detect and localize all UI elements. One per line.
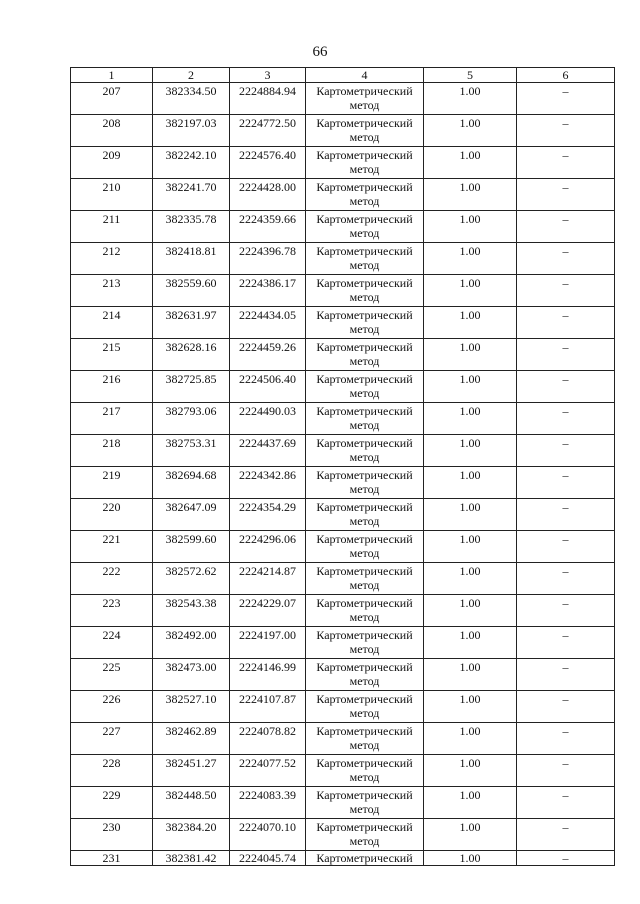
note-cell: –	[517, 435, 615, 467]
table-row	[71, 851, 615, 866]
y-coordinate-cell: 2224490.03	[230, 403, 306, 435]
point-number-cell: 229	[71, 787, 153, 819]
y-coordinate-cell: 2224045.74	[230, 851, 306, 866]
column-header: 5	[424, 68, 517, 83]
y-coordinate-cell: 2224884.94	[230, 83, 306, 115]
method-cell: Картометрический метод	[306, 275, 424, 307]
method-cell: Картометрический метод	[306, 787, 424, 819]
table-row	[71, 627, 615, 659]
point-number-cell: 213	[71, 275, 153, 307]
method-cell: Картометрический метод	[306, 499, 424, 531]
x-coordinate-cell: 382793.06	[153, 403, 230, 435]
table-row	[71, 563, 615, 595]
x-coordinate-cell: 382599.60	[153, 531, 230, 563]
method-cell: Картометрический метод	[306, 339, 424, 371]
note-cell: –	[517, 403, 615, 435]
table-row	[71, 595, 615, 627]
y-coordinate-cell: 2224434.05	[230, 307, 306, 339]
point-number-cell: 209	[71, 147, 153, 179]
precision-cell: 1.00	[424, 307, 517, 339]
method-cell: Картометрический метод	[306, 115, 424, 147]
y-coordinate-cell: 2224459.26	[230, 339, 306, 371]
x-coordinate-cell: 382381.42	[153, 851, 230, 866]
precision-cell: 1.00	[424, 147, 517, 179]
y-coordinate-cell: 2224576.40	[230, 147, 306, 179]
y-coordinate-cell: 2224070.10	[230, 819, 306, 851]
y-coordinate-cell: 2224296.06	[230, 531, 306, 563]
method-cell: Картометрический метод	[306, 563, 424, 595]
table-row	[71, 243, 615, 275]
x-coordinate-cell: 382492.00	[153, 627, 230, 659]
column-header: 6	[517, 68, 615, 83]
point-number-cell: 223	[71, 595, 153, 627]
precision-cell: 1.00	[424, 563, 517, 595]
x-coordinate-cell: 382197.03	[153, 115, 230, 147]
method-cell: Картометрический метод	[306, 467, 424, 499]
table-row	[71, 819, 615, 851]
y-coordinate-cell: 2224506.40	[230, 371, 306, 403]
x-coordinate-cell: 382572.62	[153, 563, 230, 595]
x-coordinate-cell: 382753.31	[153, 435, 230, 467]
precision-cell: 1.00	[424, 339, 517, 371]
method-cell: Картометрический метод	[306, 691, 424, 723]
method-cell: Картометрический метод	[306, 435, 424, 467]
precision-cell: 1.00	[424, 787, 517, 819]
note-cell: –	[517, 499, 615, 531]
note-cell: –	[517, 467, 615, 499]
point-number-cell: 215	[71, 339, 153, 371]
point-number-cell: 207	[71, 83, 153, 115]
precision-cell: 1.00	[424, 627, 517, 659]
table-row	[71, 691, 615, 723]
table-row	[71, 435, 615, 467]
method-cell: Картометрический метод	[306, 531, 424, 563]
precision-cell: 1.00	[424, 851, 517, 866]
x-coordinate-cell: 382694.68	[153, 467, 230, 499]
point-number-cell: 231	[71, 851, 153, 866]
x-coordinate-cell: 382448.50	[153, 787, 230, 819]
precision-cell: 1.00	[424, 499, 517, 531]
table-row	[71, 659, 615, 691]
precision-cell: 1.00	[424, 755, 517, 787]
y-coordinate-cell: 2224146.99	[230, 659, 306, 691]
precision-cell: 1.00	[424, 723, 517, 755]
x-coordinate-cell: 382334.50	[153, 83, 230, 115]
precision-cell: 1.00	[424, 403, 517, 435]
x-coordinate-cell: 382559.60	[153, 275, 230, 307]
table-row	[71, 179, 615, 211]
x-coordinate-cell: 382527.10	[153, 691, 230, 723]
method-cell: Картометрический метод	[306, 627, 424, 659]
precision-cell: 1.00	[424, 819, 517, 851]
table-row	[71, 531, 615, 563]
note-cell: –	[517, 83, 615, 115]
y-coordinate-cell: 2224197.00	[230, 627, 306, 659]
column-header: 2	[153, 68, 230, 83]
x-coordinate-cell: 382543.38	[153, 595, 230, 627]
y-coordinate-cell: 2224229.07	[230, 595, 306, 627]
precision-cell: 1.00	[424, 435, 517, 467]
table-row	[71, 275, 615, 307]
x-coordinate-cell: 382242.10	[153, 147, 230, 179]
x-coordinate-cell: 382418.81	[153, 243, 230, 275]
table-row	[71, 339, 615, 371]
column-header: 1	[71, 68, 153, 83]
point-number-cell: 226	[71, 691, 153, 723]
x-coordinate-cell: 382241.70	[153, 179, 230, 211]
table-row	[71, 115, 615, 147]
y-coordinate-cell: 2224428.00	[230, 179, 306, 211]
y-coordinate-cell: 2224772.50	[230, 115, 306, 147]
note-cell: –	[517, 787, 615, 819]
note-cell: –	[517, 627, 615, 659]
x-coordinate-cell: 382473.00	[153, 659, 230, 691]
y-coordinate-cell: 2224354.29	[230, 499, 306, 531]
table-row	[71, 499, 615, 531]
x-coordinate-cell: 382631.97	[153, 307, 230, 339]
y-coordinate-cell: 2224078.82	[230, 723, 306, 755]
point-number-cell: 222	[71, 563, 153, 595]
coordinates-table	[70, 67, 615, 866]
method-cell: Картометрический метод	[306, 723, 424, 755]
point-number-cell: 210	[71, 179, 153, 211]
method-cell: Картометрический метод	[306, 211, 424, 243]
point-number-cell: 230	[71, 819, 153, 851]
method-cell: Картометрический метод	[306, 307, 424, 339]
y-coordinate-cell: 2224386.17	[230, 275, 306, 307]
table-row	[71, 211, 615, 243]
x-coordinate-cell: 382628.16	[153, 339, 230, 371]
method-cell: Картометрический метод	[306, 659, 424, 691]
note-cell: –	[517, 595, 615, 627]
method-cell: Картометрический метод	[306, 595, 424, 627]
note-cell: –	[517, 659, 615, 691]
note-cell: –	[517, 115, 615, 147]
y-coordinate-cell: 2224342.86	[230, 467, 306, 499]
x-coordinate-cell: 382725.85	[153, 371, 230, 403]
x-coordinate-cell: 382462.89	[153, 723, 230, 755]
point-number-cell: 208	[71, 115, 153, 147]
note-cell: –	[517, 307, 615, 339]
precision-cell: 1.00	[424, 531, 517, 563]
table-row	[71, 787, 615, 819]
point-number-cell: 214	[71, 307, 153, 339]
note-cell: –	[517, 723, 615, 755]
point-number-cell: 217	[71, 403, 153, 435]
table-row	[71, 147, 615, 179]
y-coordinate-cell: 2224437.69	[230, 435, 306, 467]
y-coordinate-cell: 2224214.87	[230, 563, 306, 595]
table-row	[71, 307, 615, 339]
note-cell: –	[517, 211, 615, 243]
note-cell: –	[517, 275, 615, 307]
method-cell: Картометрический метод	[306, 371, 424, 403]
column-header: 4	[306, 68, 424, 83]
method-cell: Картометрический	[306, 851, 424, 866]
precision-cell: 1.00	[424, 179, 517, 211]
point-number-cell: 212	[71, 243, 153, 275]
column-header: 3	[230, 68, 306, 83]
precision-cell: 1.00	[424, 83, 517, 115]
y-coordinate-cell: 2224077.52	[230, 755, 306, 787]
y-coordinate-cell: 2224083.39	[230, 787, 306, 819]
point-number-cell: 225	[71, 659, 153, 691]
precision-cell: 1.00	[424, 211, 517, 243]
note-cell: –	[517, 339, 615, 371]
method-cell: Картометрический метод	[306, 243, 424, 275]
note-cell: –	[517, 531, 615, 563]
x-coordinate-cell: 382647.09	[153, 499, 230, 531]
precision-cell: 1.00	[424, 691, 517, 723]
table-row	[71, 723, 615, 755]
note-cell: –	[517, 755, 615, 787]
note-cell: –	[517, 179, 615, 211]
point-number-cell: 224	[71, 627, 153, 659]
method-cell: Картометрический метод	[306, 755, 424, 787]
precision-cell: 1.00	[424, 275, 517, 307]
point-number-cell: 218	[71, 435, 153, 467]
precision-cell: 1.00	[424, 115, 517, 147]
note-cell: –	[517, 371, 615, 403]
method-cell: Картометрический метод	[306, 403, 424, 435]
table-header-row	[71, 68, 615, 83]
note-cell: –	[517, 819, 615, 851]
method-cell: Картометрический метод	[306, 83, 424, 115]
y-coordinate-cell: 2224107.87	[230, 691, 306, 723]
point-number-cell: 221	[71, 531, 153, 563]
table-body	[71, 83, 615, 866]
method-cell: Картометрический метод	[306, 147, 424, 179]
note-cell: –	[517, 147, 615, 179]
point-number-cell: 228	[71, 755, 153, 787]
precision-cell: 1.00	[424, 243, 517, 275]
point-number-cell: 220	[71, 499, 153, 531]
x-coordinate-cell: 382335.78	[153, 211, 230, 243]
x-coordinate-cell: 382384.20	[153, 819, 230, 851]
page-number: 66	[312, 44, 328, 60]
x-coordinate-cell: 382451.27	[153, 755, 230, 787]
precision-cell: 1.00	[424, 467, 517, 499]
point-number-cell: 227	[71, 723, 153, 755]
y-coordinate-cell: 2224396.78	[230, 243, 306, 275]
note-cell: –	[517, 691, 615, 723]
table-row	[71, 755, 615, 787]
note-cell: –	[517, 243, 615, 275]
note-cell: –	[517, 851, 615, 866]
table-row	[71, 83, 615, 115]
table-row	[71, 371, 615, 403]
method-cell: Картометрический метод	[306, 819, 424, 851]
point-number-cell: 219	[71, 467, 153, 499]
method-cell: Картометрический метод	[306, 179, 424, 211]
precision-cell: 1.00	[424, 659, 517, 691]
precision-cell: 1.00	[424, 595, 517, 627]
note-cell: –	[517, 563, 615, 595]
precision-cell: 1.00	[424, 371, 517, 403]
table-row	[71, 403, 615, 435]
point-number-cell: 211	[71, 211, 153, 243]
y-coordinate-cell: 2224359.66	[230, 211, 306, 243]
point-number-cell: 216	[71, 371, 153, 403]
table-row	[71, 467, 615, 499]
